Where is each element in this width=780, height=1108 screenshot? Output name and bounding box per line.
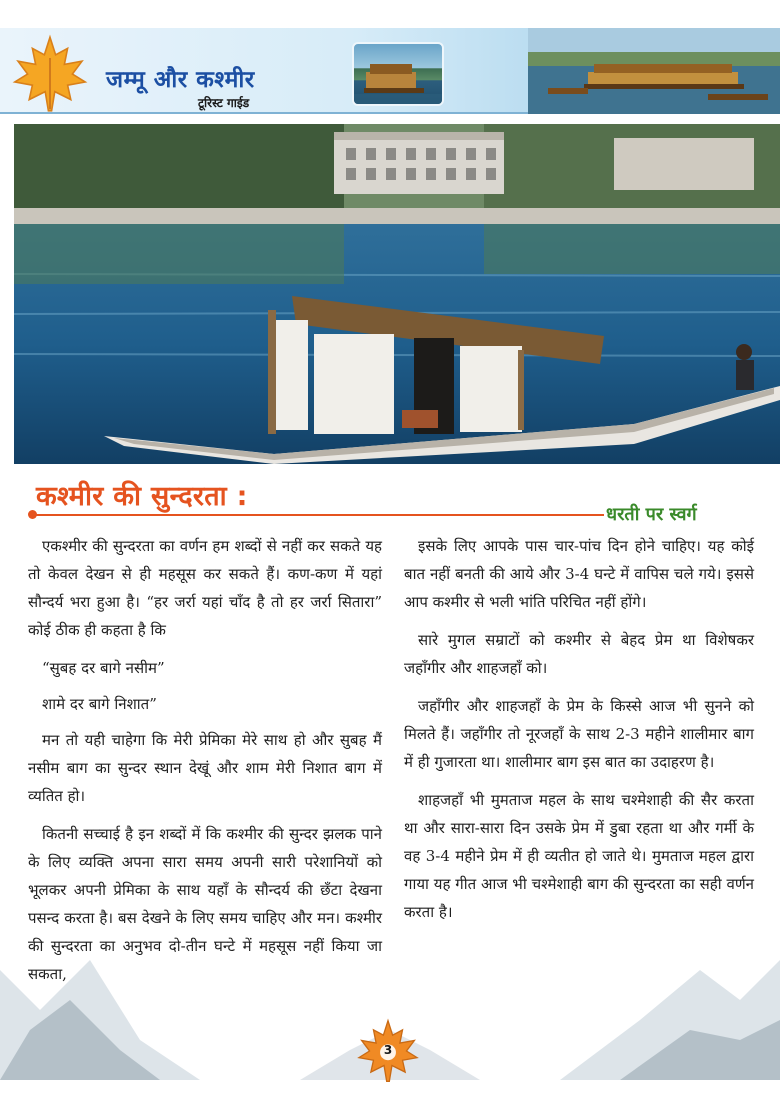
page-number: 3: [383, 1043, 393, 1057]
brand-subtitle: टूरिस्ट गाईड: [198, 96, 250, 110]
paragraph: कितनी सच्चाई है इन शब्दों में कि कश्मीर की सुन्दर झलक पाने के लिए व्यक्ति अपना सारा समय अपनी सारी परेशानियों को भूलकर अपनी प्रेमिका के साथ यहाँ के सौन्दर्य की छँटा देखना पसन्द करता है। बस देखने के लिए समय चाहिए और मन। कश्मीर की सुन्दरता का अनुभव दो-तीन घन्टे में महसूस नहीं किया जा सकता,: [28, 825, 382, 983]
paragraph: इसके लिए आपके पास चार-पांच दिन होने चाहिए। यह कोई बात नहीं बनती की आये और 3-4 घन्टे में वापिस चले गये। इससे आप कश्मीर से भली भांति परिचित नहीं होंगे।: [404, 537, 754, 611]
brand-title: जम्मू और कश्मीर: [106, 67, 255, 93]
maple-leaf-icon: [8, 34, 92, 114]
section-tagline: धरती पर स्वर्ग: [606, 504, 697, 525]
left-text-column: [28, 532, 382, 998]
paragraph: एकश्मीर की सुन्दरता का वर्णन हम शब्दों से नहीं कर सकते यह तो केवल देखन से ही महसूस कर सकते हैं। कण-कण में यहां सौन्दर्य भरा हुआ है। “हर जर्रा यहां चाँद है तो हर जर्रा सितारा” कोई ठीक ही कहता है कि: [28, 537, 382, 639]
right-text-column: [404, 532, 754, 936]
verse-line: शामे दर बागे निशात”: [42, 695, 157, 713]
paragraph: मन तो यही चाहेगा कि मेरी प्रेमिका मेरे साथ हो और सुबह मैं नसीम बाग का सुन्दर स्थान देखूं और शाम मेरी निशात बाग में व्यतित हो।: [28, 731, 382, 805]
section-heading: कश्मीर की सुन्दरता :: [36, 481, 248, 512]
paragraph: शाहजहाँ भी मुमताज महल के साथ चश्मेशाही की सैर करता था और सारा-सारा दिन उसके प्रेम में डुबा रहता था और गर्मी के वह 3-4 महीने प्रेम में ही व्यतीत हो जाते थे। मुमताज महल द्वारा गाया यह गीत आज भी चश्मेशाही बाग की सुन्दरता का सही वर्णन करता है।: [404, 791, 754, 921]
houseboat-thumbnail: [352, 42, 444, 106]
verse-line: “सुबह दर बागे नसीम”: [42, 659, 165, 677]
heading-underline: [34, 514, 604, 516]
paragraph: जहाँगीर और शाहजहाँ के प्रेम के किस्से आज भी सुनने को मिलते हैं। जहाँगीर तो नूरजहाँ के साथ 2-3 महीने शालीमार बाग में ही गुजारता था। शालीमार बाग इस बात का उदाहरण है।: [404, 697, 754, 771]
paragraph: सारे मुगल सम्राटों को कश्मीर से बेहद प्रेम था विशेषकर जहाँगीर और शाहजहाँ को।: [404, 631, 754, 677]
shikara-lake-photo: [14, 124, 780, 464]
header-lake-photo: [528, 28, 780, 114]
